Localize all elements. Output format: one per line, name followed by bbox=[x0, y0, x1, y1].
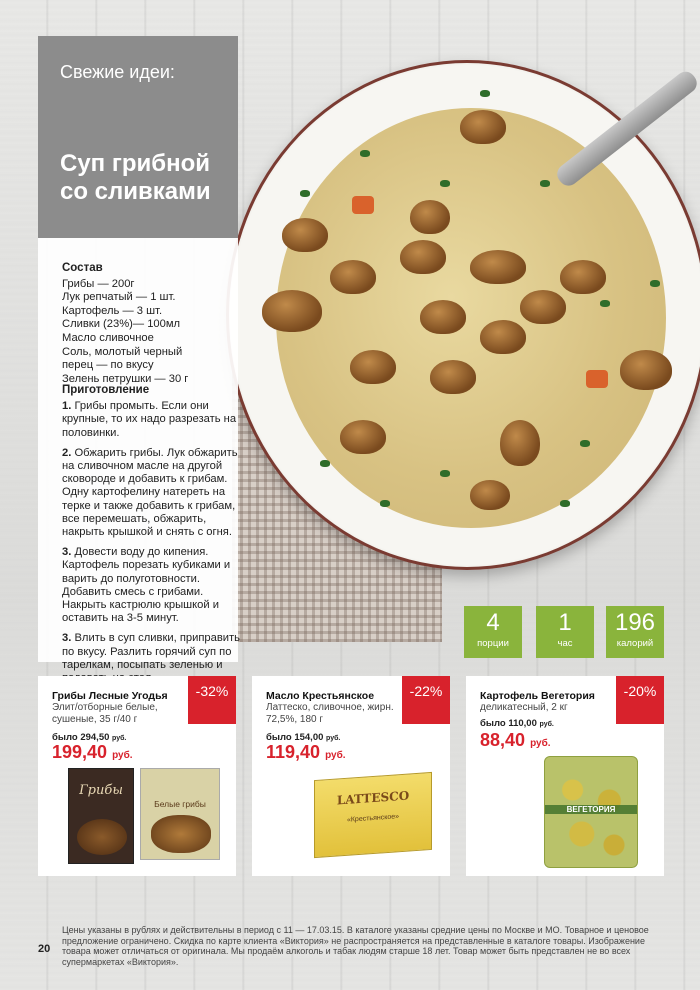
ingredient-item: Масло сливочное bbox=[62, 331, 154, 344]
ingredient-item: Лук репчатый — 1 шт. bbox=[62, 291, 176, 304]
step-item: 3. Влить в суп сливки, приправить по вкусу. Разлить горячий суп по тарелкам, посыпать зеленью и bbox=[62, 632, 241, 671]
soup-bowl-content bbox=[276, 108, 666, 528]
preparation-heading: Приготовление bbox=[62, 384, 150, 396]
product-card-mushrooms[interactable] bbox=[38, 676, 236, 876]
product-name: Грибы Лесные Угодья bbox=[52, 690, 168, 702]
discount-badge: -20% bbox=[616, 676, 664, 724]
footer-disclaimer: Цены указаны в рублях и действительны в период с 11 — 17.03.15. В каталоге указаны средние цены по Москве и МО. Товарное и ценовое предложение ограничено. Скидка по карте клиента «Виктория» не распространяется на представленные в каталоге товары. Изображение товара может отличаться от оригинала. Мы продаём алкоголь и табак людям старше 18 лет. Товар может быть представлен не во всех супермаркетах «Виктория». bbox=[62, 925, 649, 967]
recipe-title: Суп грибной со сливками bbox=[60, 150, 211, 205]
stat-calories: 196 калорий bbox=[606, 606, 664, 658]
new-price: 199,40 руб. bbox=[52, 742, 133, 762]
old-price: было 154,00 руб. bbox=[266, 732, 341, 743]
product-description: Латтеско, сливочное, жирн. 72,5%, 180 г bbox=[266, 702, 394, 725]
ingredient-item: Грибы — 200г bbox=[62, 277, 135, 290]
product-card-potatoes[interactable] bbox=[466, 676, 664, 876]
product-description: Элит/отборные белые, сушеные, 35 г/40 г bbox=[52, 702, 158, 725]
step-item: 2. Обжарить грибы. Лук обжарить на сливочном масле на другой сковороде и добавить к грибам. Одну картофелину натереть на терке и также добавить к грибам, все перемешать, обжарить, накрыть крышкой и снять с огня. bbox=[62, 446, 238, 539]
ingredients-list bbox=[62, 262, 240, 386]
stat-time: 1 час bbox=[536, 606, 594, 658]
product-name: Картофель Вегетория bbox=[480, 690, 595, 702]
ingredient-item: Зелень петрушки — 30 г bbox=[62, 372, 189, 385]
page-number: 20 bbox=[38, 943, 51, 955]
new-price: 119,40 руб. bbox=[266, 742, 346, 762]
discount-badge: -32% bbox=[188, 676, 236, 724]
discount-badge: -22% bbox=[402, 676, 450, 724]
ingredients-heading: Состав bbox=[62, 262, 103, 274]
section-kicker: Свежие идеи: bbox=[60, 62, 175, 82]
new-price: 88,40 руб. bbox=[480, 730, 551, 750]
old-price: было 294,50 руб. bbox=[52, 732, 127, 743]
stat-servings: 4 порции bbox=[464, 606, 522, 658]
ingredient-item: Соль, молотый черный bbox=[62, 345, 183, 358]
ingredient-item: Картофель — 3 шт. bbox=[62, 304, 163, 317]
product-image-butter-pack: LATTESCO «Крестьянское» bbox=[314, 772, 432, 858]
ingredient-item: перец — по вкусу bbox=[62, 359, 154, 372]
product-name: Масло Крестьянское bbox=[266, 690, 375, 702]
product-card-butter[interactable] bbox=[252, 676, 450, 876]
step-item: 3. Довести воду до кипения. Картофель порезать кубиками и варить до полуготовности. Добавить смесь с грибами. Накрыть кастрюлю крышкой и оставить на 3-5 минут. bbox=[62, 546, 231, 625]
old-price: было 110,00 руб. bbox=[480, 718, 554, 729]
product-image-potato-bag: ВЕГЕТОРИЯ bbox=[544, 756, 638, 868]
step-item: 1. Грибы промыть. Если они крупные, то их надо разрезать на половинки. bbox=[62, 400, 237, 439]
product-image-mushroom-pack-light: Белые грибы bbox=[140, 768, 220, 860]
product-image-mushroom-pack-dark: Грибы bbox=[68, 768, 134, 864]
preparation-steps bbox=[62, 384, 240, 692]
ingredient-item: Сливки (23%)— 100мл bbox=[62, 318, 181, 331]
product-description: деликатесный, 2 кг bbox=[480, 702, 568, 713]
